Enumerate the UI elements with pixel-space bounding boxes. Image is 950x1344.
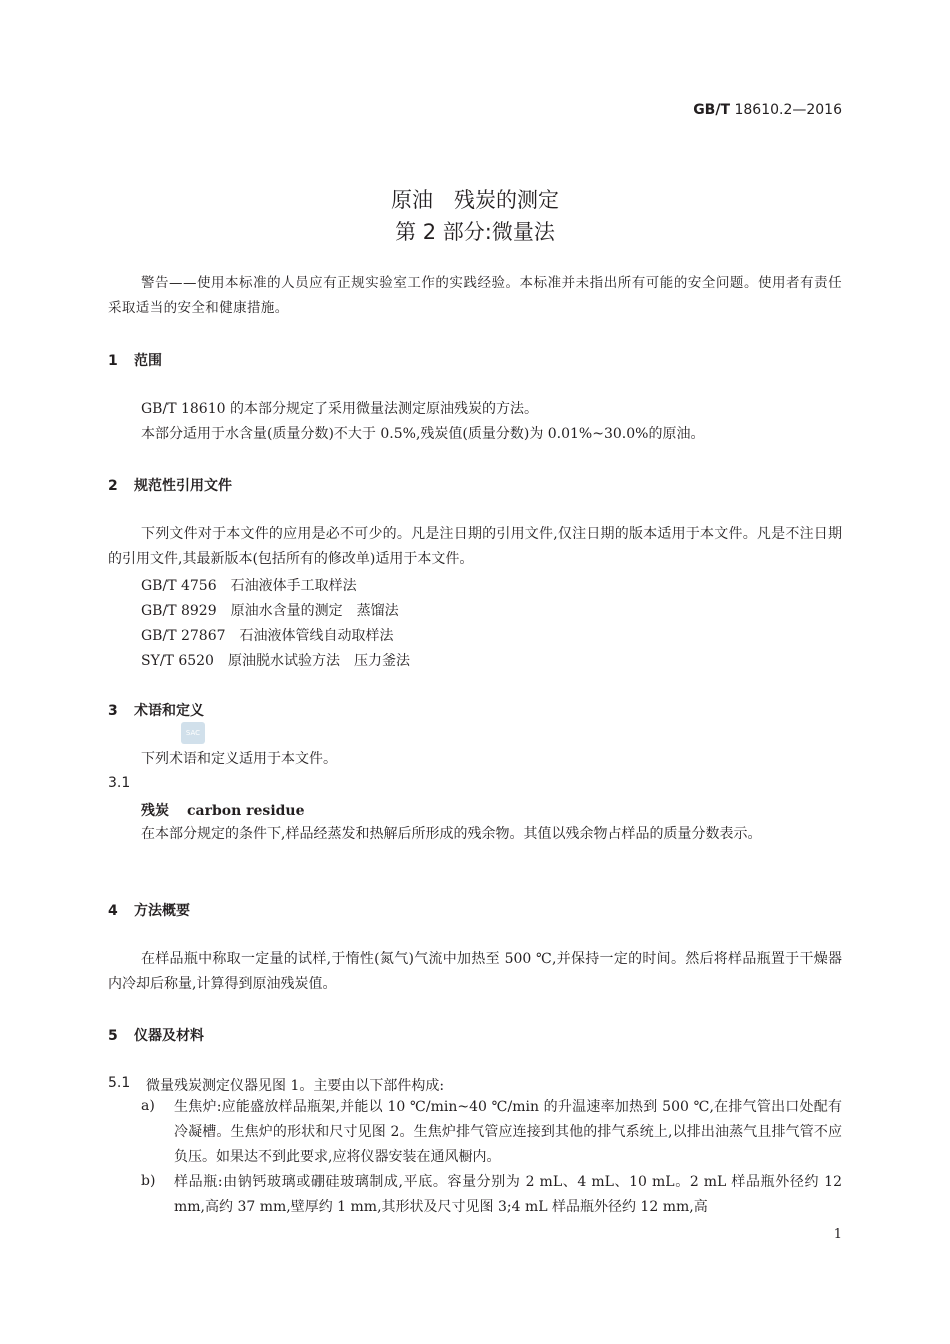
section-number: 4: [108, 903, 118, 919]
subclause-text: 微量残炭测定仪器见图 1。主要由以下部件构成:: [146, 1078, 445, 1094]
section-5-heading: [108, 1025, 204, 1045]
list-item-label: b): [141, 1173, 156, 1189]
term-heading: [141, 800, 305, 820]
section-title: 术语和定义: [134, 703, 204, 719]
warning-paragraph: 警告——使用本标准的人员应有正规实验室工作的实践经验。本标准并未指出所有可能的安全问题。使用者有责任采取适当的安全和健康措施。: [108, 275, 842, 316]
section-2-heading: [108, 475, 232, 495]
subclause-number: 3.1: [108, 775, 131, 791]
reference-item: GB/T 4756 石油液体手工取样法: [141, 578, 357, 594]
reference-item: SY/T 6520 原油脱水试验方法 压力釜法: [141, 653, 410, 669]
subclause-number: 5.1: [108, 1075, 131, 1091]
section-title: 范围: [134, 353, 162, 369]
references-intro-paragraph: 下列文件对于本文件的应用是必不可少的。凡是注日期的引用文件,仅注日期的版本适用于本文件。凡是不注日期的引用文件,其最新版本(包括所有的修改单)适用于本文件。: [108, 526, 842, 567]
section-3-heading: [108, 700, 204, 720]
term-definition: 在本部分规定的条件下,样品经蒸发和热解后所形成的残余物。其值以残余物占样品的质量分数表示。: [141, 826, 762, 842]
list-item-label: a): [141, 1098, 155, 1114]
reference-item: GB/T 27867 石油液体管线自动取样法: [141, 628, 394, 644]
list-item-text: 生焦炉:应能盛放样品瓶架,并能以 10 ℃/min~40 ℃/min 的升温速率加热到 500 ℃,在排气管出口处配有冷凝槽。生焦炉的形状和尺寸见图 2。生焦炉排气管应连接到其他的排气系统上,以排出油蒸气且排气管不应负压。如果达不到此要求,应将仪器安装在通风橱内。: [174, 1099, 842, 1165]
standard-prefix: GB/T: [693, 102, 731, 118]
page-number: 1: [833, 1227, 842, 1242]
section-title: 规范性引用文件: [134, 478, 232, 494]
section-number: 5: [108, 1028, 118, 1044]
section-4-heading: [108, 900, 190, 920]
method-summary-paragraph: 在样品瓶中称取一定量的试样,于惰性(氮气)气流中加热至 500 ℃,并保持一定的时间。然后将样品瓶置于干燥器内冷却后称量,计算得到原油残炭值。: [108, 951, 842, 992]
section-title: 方法概要: [134, 903, 190, 919]
scope-paragraph-2: 本部分适用于水含量(质量分数)不大于 0.5%,残炭值(质量分数)为 0.01%~30.0%的原油。: [141, 426, 705, 442]
reference-item: GB/T 8929 原油水含量的测定 蒸馏法: [141, 603, 399, 619]
list-item-text: 样品瓶:由钠钙玻璃或硼硅玻璃制成,平底。容量分别为 2 mL、4 mL、10 mL。2 mL 样品瓶外径约 12 mm,高约 37 mm,壁厚约 1 mm,其形状及尺寸见图 3;4 mL 样品瓶外径约 12 mm,高: [174, 1174, 842, 1215]
section-number: 1: [108, 353, 118, 369]
terms-intro-paragraph: 下列术语和定义适用于本文件。: [141, 751, 337, 767]
scope-paragraph-1: GB/T 18610 的本部分规定了采用微量法测定原油残炭的方法。: [141, 401, 538, 417]
term-english: carbon residue: [187, 803, 305, 819]
document-subtitle: 第 2 部分:微量法: [395, 220, 555, 244]
document-title: 原油 残炭的测定: [391, 188, 559, 212]
section-number: 2: [108, 478, 118, 494]
section-title: 仪器及材料: [134, 1028, 204, 1044]
standard-code: 18610.2—2016: [734, 102, 842, 118]
sac-watermark-logo: SAC: [181, 722, 205, 744]
standard-number-header: [693, 102, 842, 118]
term-chinese: 残炭: [141, 803, 169, 819]
section-1-heading: [108, 350, 162, 370]
section-number: 3: [108, 703, 118, 719]
